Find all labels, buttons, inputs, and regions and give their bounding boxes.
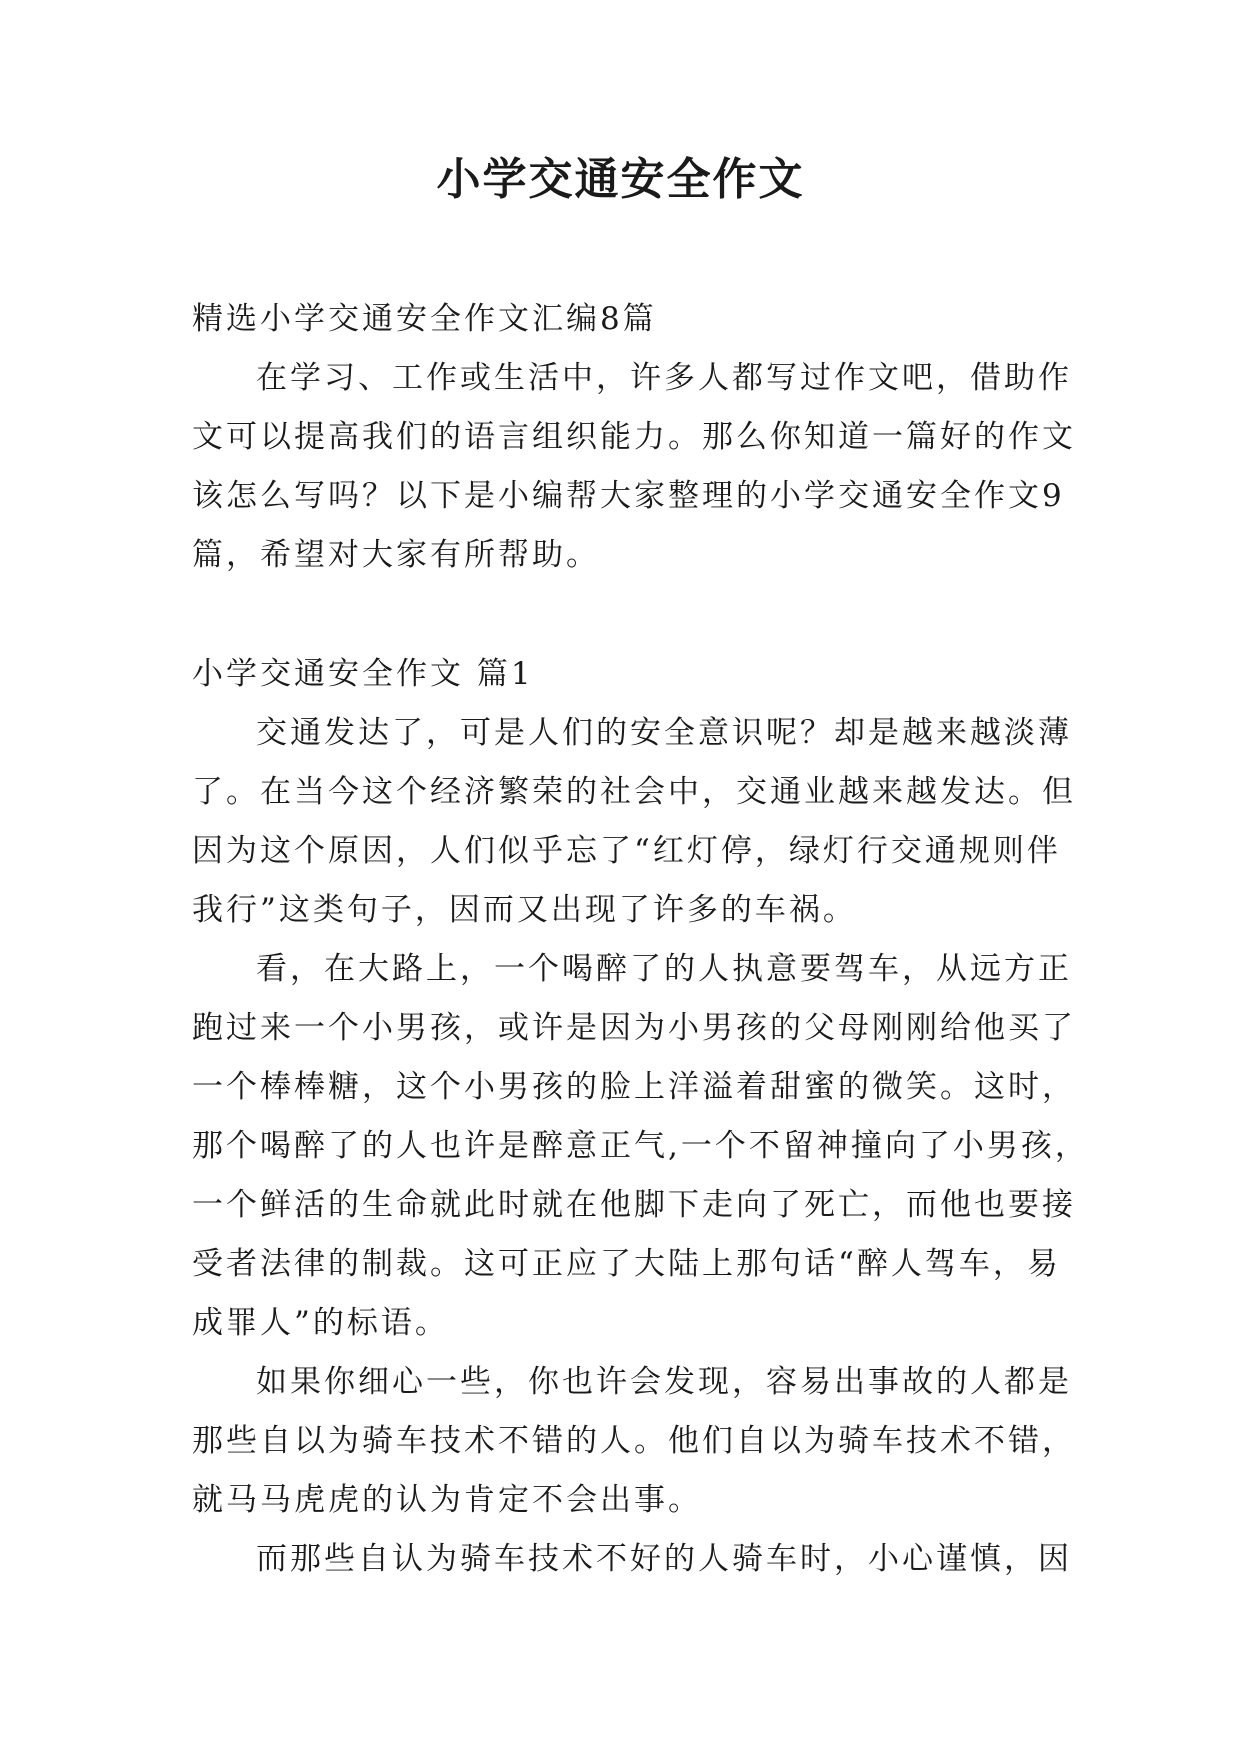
- paragraph-gap: [192, 585, 1052, 645]
- text-line: 文可以提高我们的语言组织能力。那么你知道一篇好的作文: [192, 419, 1076, 455]
- text-line: 精选小学交通安全作文汇编8篇: [192, 301, 657, 337]
- text-line: 那个喝醉了的人也许是醉意正气,一个不留神撞向了小男孩，: [192, 1128, 1089, 1164]
- text-line: 那些自以为骑车技术不错的人。他们自以为骑车技术不错，: [192, 1423, 1076, 1459]
- text-line: 了。在当今这个经济繁荣的社会中，交通业越来越发达。但: [192, 774, 1076, 810]
- text-line: 交通发达了，可是人们的安全意识呢？却是越来越淡薄: [256, 715, 1072, 751]
- document-title: 小学交通安全作文: [436, 154, 805, 205]
- text-line: 成罪人”的标语。: [192, 1305, 449, 1341]
- text-line: 如果你细心一些，你也许会发现，容易出事故的人都是: [256, 1364, 1072, 1400]
- text-line: 跑过来一个小男孩，或许是因为小男孩的父母刚刚给他买了: [192, 1010, 1076, 1046]
- text-line: 该怎么写吗？以下是小编帮大家整理的小学交通安全作文9: [192, 478, 1065, 514]
- text-line: 我行”这类句子，因而又出现了许多的车祸。: [192, 892, 857, 928]
- text-line: 篇，希望对大家有所帮助。: [192, 537, 600, 573]
- text-line: 受者法律的制裁。这可正应了大陆上那句话“醉人驾车，易: [192, 1246, 1061, 1282]
- text-line: 一个鲜活的生命就此时就在他脚下走向了死亡，而他也要接: [192, 1187, 1076, 1223]
- text-line: 在学习、工作或生活中，许多人都写过作文吧，借助作: [256, 360, 1072, 396]
- text-line: 因为这个原因，人们似乎忘了“红灯停，绿灯行交通规则伴: [192, 833, 1061, 869]
- text-line: 看，在大路上，一个喝醉了的人执意要驾车，从远方正: [256, 951, 1072, 987]
- text-line: 而那些自认为骑车技术不好的人骑车时，小心谨慎，因: [256, 1541, 1072, 1577]
- document-body: [192, 290, 1089, 1589]
- text-line: 一个棒棒糖，这个小男孩的脸上洋溢着甜蜜的微笑。这时，: [192, 1069, 1076, 1105]
- text-line: 就马马虎虎的认为肯定不会出事。: [192, 1482, 702, 1518]
- text-line: 小学交通安全作文 篇1: [192, 656, 534, 692]
